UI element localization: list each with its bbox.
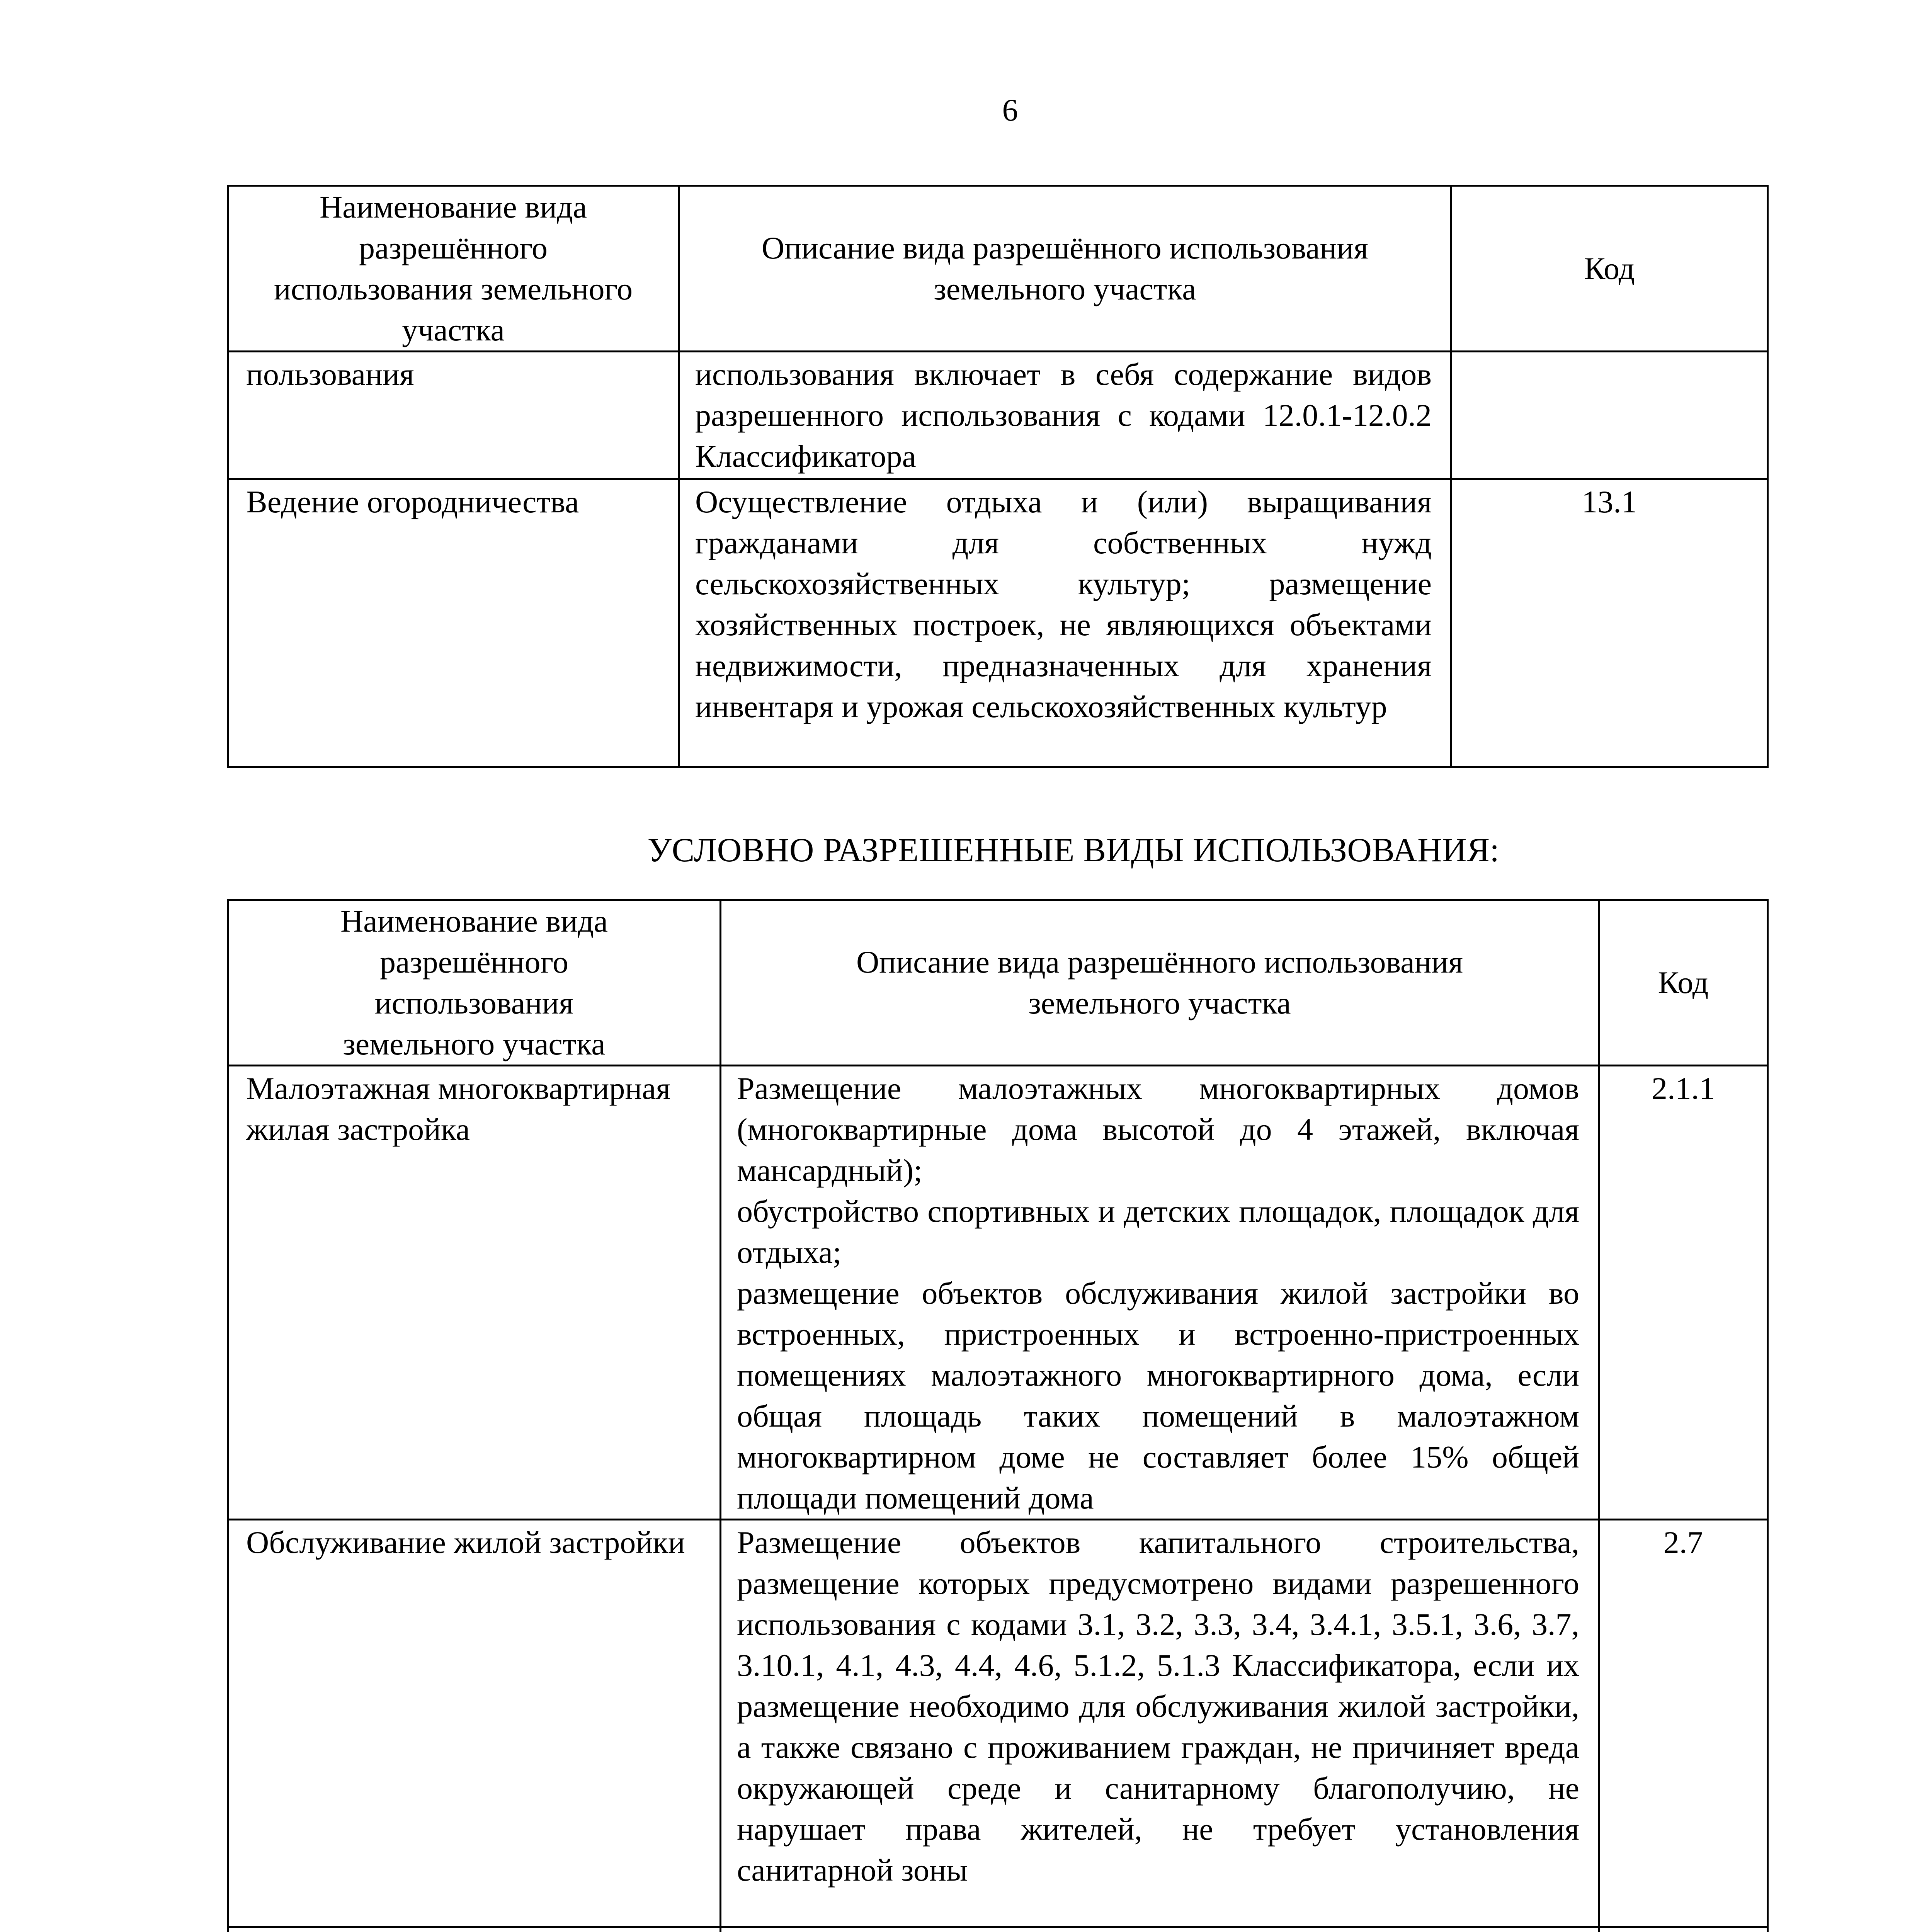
header-description-cell <box>721 900 1599 1066</box>
row-name: Ведение огородничества <box>228 479 679 767</box>
header-name-line: Наименование вида <box>319 189 587 224</box>
table-header-row <box>228 186 1768 352</box>
row-description <box>721 1066 1599 1520</box>
row-description: использования включает в себя содержание видов разрешенного использования с кодами 12.0.1-12.0.2 Классификатора <box>679 352 1451 479</box>
header-description-line: Описание вида разрешённого использования <box>761 230 1369 265</box>
row-code: 2.7 <box>1599 1520 1768 1927</box>
header-name-line: использования земельного <box>274 271 633 306</box>
header-name-line: земельного участка <box>343 1026 606 1061</box>
header-name-cell <box>228 186 679 352</box>
permitted-uses-table-continued <box>227 185 1769 768</box>
row-name: Малоэтажная многоквартирная жилая застройка <box>228 1066 721 1520</box>
table-row <box>228 1927 1768 1932</box>
row-code <box>1599 1927 1768 1932</box>
row-name: Обслуживание жилой застройки <box>228 1520 721 1927</box>
header-description-cell <box>679 186 1451 352</box>
header-name-line: разрешённого <box>359 230 548 265</box>
row-code <box>1451 352 1768 479</box>
page-number: 6 <box>1002 92 1018 128</box>
header-description-line: Описание вида разрешённого использования <box>856 944 1463 980</box>
description-paragraph: обустройство спортивных и детских площадок, площадок для отдыха; <box>737 1194 1579 1270</box>
header-description-line: земельного участка <box>934 271 1196 306</box>
row-code: 13.1 <box>1451 479 1768 767</box>
description-paragraph: Размещение объектов капитального строительства, размещение которых предусмотрено видами разрешенного использования с кодами 3.1, 3.2, 3.3, 3.4, 3.4.1, 3.5.1, 3.6, 3.7, 3.10.1, 4.1, 4.3, 4.4, 4.6, 5.1.2, 5.1.3 Классификатора, если их размещение необходимо для обслуживания жилой застройки, а также связано с проживанием граждан, не причиняет вреда окружающей среде и санитарному благополучию, не нарушает права жителей, не требует установления санитарной зоны <box>737 1525 1579 1888</box>
header-name-line: Наименование вида <box>340 903 608 939</box>
description-paragraph: размещение объектов обслуживания жилой застройки во встроенных, пристроенных и встроенно-пристроенных помещениях малоэтажного многоквартирного дома, если общая площадь таких помещений в малоэтажном многоквартирном доме не составляет более 15% общей площади помещений дома <box>737 1276 1579 1515</box>
row-code: 2.1.1 <box>1599 1066 1768 1520</box>
table-row <box>228 479 1768 767</box>
description-paragraph <box>737 1930 1579 1932</box>
row-name: пользования <box>228 352 679 479</box>
table-row <box>228 1066 1768 1520</box>
row-description <box>721 1927 1599 1932</box>
row-name <box>228 1927 721 1932</box>
header-name-line: использования <box>374 985 574 1020</box>
header-code-cell: Код <box>1599 900 1768 1066</box>
section-title: УСЛОВНО РАЗРЕШЕННЫЕ ВИДЫ ИСПОЛЬЗОВАНИЯ: <box>647 832 1500 869</box>
row-description <box>721 1520 1599 1927</box>
header-name-line: разрешённого <box>379 944 569 980</box>
header-description-line: земельного участка <box>1028 985 1291 1020</box>
table-row <box>228 1520 1768 1927</box>
conditionally-permitted-uses-table <box>227 899 1769 1932</box>
header-code-cell: Код <box>1451 186 1768 352</box>
row-description: Осуществление отдыха и (или) выращивания гражданами для собственных нужд сельскохозяйственных культур; размещение хозяйственных построек, не являющихся объектами недвижимости, предназначенных для хранения инвентаря и урожая сельскохозяйственных культур <box>679 479 1451 767</box>
table-header-row <box>228 900 1768 1066</box>
header-name-cell <box>228 900 721 1066</box>
header-name-line: участка <box>402 312 505 347</box>
table-row <box>228 352 1768 479</box>
description-paragraph: Размещение малоэтажных многоквартирных домов (многоквартирные дома высотой до 4 этажей, включая мансардный); <box>737 1071 1579 1188</box>
